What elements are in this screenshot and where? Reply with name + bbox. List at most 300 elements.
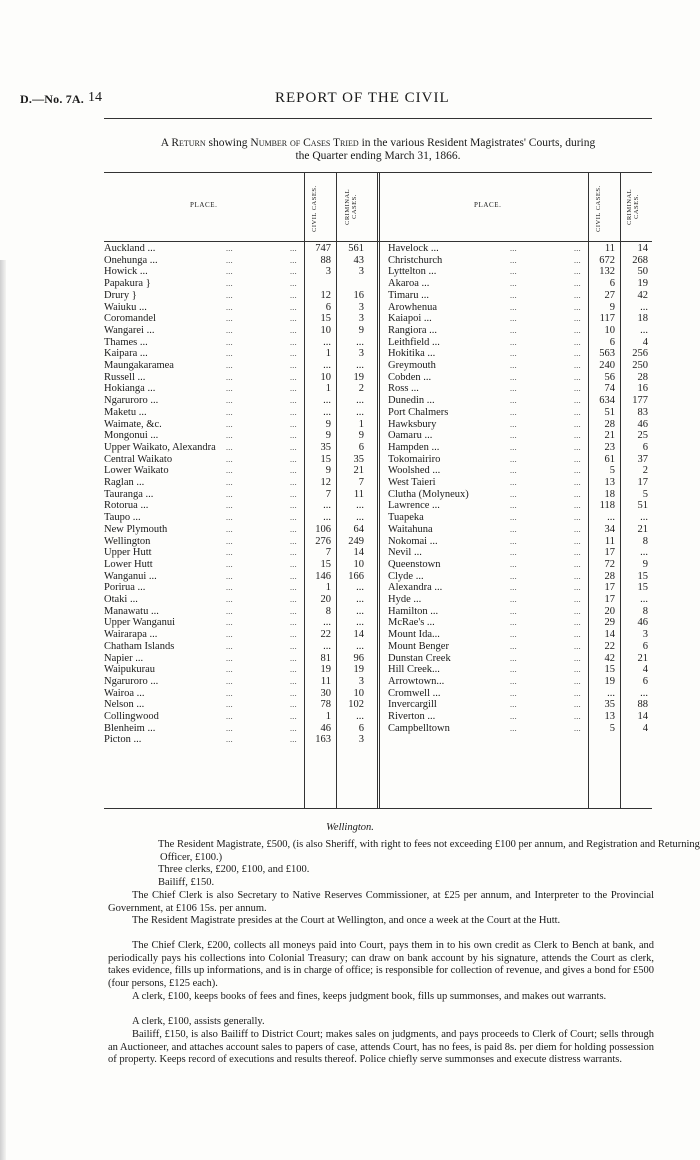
place-name: Upper Waikato, Alexandra [104,441,216,453]
leader-dots: ... [290,349,297,359]
criminal-cases-cell: 2 [642,465,648,477]
civil-cases-cell: 1 [325,383,331,395]
leader-dots: ... [574,630,581,640]
criminal-cases-cell: 19 [353,371,364,383]
place-name: Havelock ... [388,243,439,254]
civil-cases-cell: 35 [320,441,331,453]
place-name: Tauranga ... [104,488,154,500]
header-rule [104,118,652,119]
leader-dots: ... [574,676,581,686]
leader-dots: ... [574,688,581,698]
civil-cases-cell: 74 [604,383,615,395]
leader-dots: ... [510,454,517,464]
table-row [104,489,368,501]
criminal-cases-cell: ... [640,687,648,699]
criminal-cases-cell: ... [356,395,364,407]
civil-cases-cell: 78 [320,699,331,711]
criminal-cases-cell: ... [356,336,364,348]
criminal-cases-cell: ... [356,500,364,512]
leader-dots: ... [226,244,233,253]
civil-cases-cell: ... [607,687,615,699]
civil-cases-cell: 6 [325,301,331,313]
leader-dots: ... [574,279,581,289]
header-civil-right: CIVIL CASES. [595,185,602,232]
leader-dots: ... [226,478,233,487]
header-civil-left: CIVIL CASES. [311,185,318,232]
leader-dots: ... [510,325,517,335]
table-row [388,290,652,302]
leader-dots: ... [290,325,297,335]
place-name: Oamaru ... [388,430,433,442]
table-row [104,512,368,524]
leader-dots: ... [226,372,233,382]
leader-dots: ... [226,606,233,616]
criminal-cases-cell: 25 [637,430,648,442]
leader-dots: ... [290,501,297,511]
civil-cases-cell: 5 [609,722,615,734]
civil-cases-cell: ... [323,360,331,371]
criminal-cases-cell: 15 [637,582,648,594]
civil-cases-cell: 46 [320,722,331,734]
leader-dots: ... [510,396,517,406]
criminal-cases-cell: 21 [353,465,364,477]
leader-dots: ... [574,442,581,452]
table-row [388,255,652,267]
civil-cases-cell: 106 [315,523,331,535]
place-name: Raglan ... [104,477,145,488]
place-name: Akaroa ... [388,278,430,290]
leader-dots: ... [226,700,233,710]
place-name: Wanganui ... [104,570,157,582]
leader-dots: ... [510,442,517,452]
table-row [388,419,652,431]
criminal-cases-cell: ... [356,617,364,629]
leader-dots: ... [510,688,517,698]
civil-cases-cell: 1 [325,711,331,722]
civil-cases-cell: 19 [320,664,331,676]
leader-dots: ... [290,372,297,382]
place-name: Cobden ... [388,371,432,383]
table-row [104,653,368,665]
table-row [388,688,652,700]
leader-dots: ... [574,396,581,406]
leader-dots: ... [290,419,297,429]
table-row [388,407,652,419]
leader-dots: ... [574,489,581,499]
criminal-cases-cell: 249 [348,535,364,547]
civil-cases-cell: ... [323,336,331,348]
leader-dots: ... [510,384,517,394]
criminal-cases-cell: 3 [358,313,364,325]
table-row [104,419,368,431]
table-row [388,454,652,466]
leader-dots: ... [226,279,233,289]
leader-dots: ... [574,407,581,417]
criminal-cases-cell: 256 [632,348,648,360]
leader-dots: ... [510,361,517,370]
place-name: Papakura } [104,278,151,290]
place-name: Waipukurau [104,664,156,676]
scan-edge-shadow [0,260,6,1160]
civil-cases-cell: 9 [325,465,331,477]
leader-dots: ... [510,712,517,721]
place-name: Upper Wanganui [104,617,175,629]
leader-dots: ... [510,349,517,359]
return-title [104,137,652,163]
table-row [388,559,652,571]
leader-dots: ... [226,630,233,640]
leader-dots: ... [574,267,581,277]
place-name: Central Waikato [104,453,173,465]
leader-dots: ... [226,712,233,721]
leader-dots: ... [510,723,517,733]
leader-dots: ... [510,314,517,324]
criminal-cases-cell: 4 [642,336,648,348]
civil-cases-cell: 1 [325,348,331,360]
leader-dots: ... [290,641,297,651]
civil-cases-cell: 17 [604,594,615,605]
table-row [104,711,368,723]
leader-dots: ... [226,501,233,511]
civil-cases-cell: 3 [325,266,331,278]
leader-dots: ... [574,665,581,675]
place-name: Chatham Islands [104,640,175,652]
civil-cases-cell: 10 [320,371,331,383]
place-name: Howick ... [104,266,148,278]
civil-cases-cell: 12 [320,289,331,301]
leader-dots: ... [510,431,517,441]
criminal-cases-cell: 8 [642,605,648,617]
leader-dots: ... [574,466,581,476]
paragraph-bailiff: Bailiff, £150. [158,877,215,888]
table-row [104,395,368,407]
paragraph-clerks: Three clerks, £200, £100, and £100. [158,864,310,875]
leader-dots: ... [574,559,581,569]
place-name: Rangiora ... [388,324,437,336]
criminal-cases-cell: ... [356,605,364,617]
civil-cases-cell: 9 [325,430,331,442]
table-row [388,313,652,325]
leader-dots: ... [574,536,581,546]
civil-cases-cell: 72 [604,558,615,570]
place-name: Ross ... [388,383,419,395]
table-row [104,255,368,267]
criminal-cases-cell: 14 [637,243,648,254]
leader-dots: ... [226,595,233,604]
leader-dots: ... [226,641,233,651]
header-place-right: PLACE. [474,201,502,209]
criminal-cases-cell: 14 [353,629,364,641]
criminal-cases-cell: 166 [348,570,364,582]
leader-dots: ... [290,712,297,721]
leader-dots: ... [226,548,233,558]
civil-cases-cell: 61 [604,453,615,465]
leader-dots: ... [510,419,517,429]
civil-cases-cell: 19 [604,675,615,687]
table-row [388,278,652,290]
leader-dots: ... [226,688,233,698]
civil-cases-cell: 34 [604,523,615,535]
criminal-cases-cell: ... [640,301,648,313]
place-name: New Plymouth [104,523,168,535]
leader-dots: ... [290,618,297,628]
leader-dots: ... [290,466,297,476]
leader-dots: ... [510,653,517,663]
table-row [104,465,368,477]
leader-dots: ... [226,618,233,628]
place-name: McRae's ... [388,617,435,629]
leader-dots: ... [574,314,581,324]
return-title-return: Return [171,137,206,149]
leader-dots: ... [574,653,581,663]
place-name: Maketu ... [104,406,147,418]
leader-dots: ... [290,337,297,347]
criminal-cases-cell: 6 [358,722,364,734]
civil-cases-cell: 9 [325,418,331,430]
place-name: Arrowtown... [388,675,445,687]
paragraph-bailiff-duties: Bailiff, £150, is also Bailiff to District Court; makes sales on judgments, and pays proceeds to Clerk of Court; sells through an Auctioneer, and attaches account sales to papers of case, attends Court, has no fees, is paid 8s. per diem for holding possession of property. Keeps record of executions and results thereof. Police chiefly serve summonses and execute distress warrants. [108,1029,654,1066]
leader-dots: ... [574,501,581,511]
table-row [388,383,652,395]
civil-cases-cell: ... [323,406,331,418]
leader-dots: ... [574,325,581,335]
criminal-cases-cell: 10 [353,687,364,699]
civil-cases-cell: ... [323,617,331,629]
criminal-cases-cell: ... [640,324,648,336]
leader-dots: ... [226,653,233,663]
table-row [104,536,368,548]
civil-cases-cell: 12 [320,477,331,488]
place-name: Campbelltown [388,722,450,734]
civil-cases-cell: 132 [599,266,615,278]
civil-cases-cell: 672 [599,254,615,266]
criminal-cases-cell: 10 [353,558,364,570]
civil-cases-cell: 22 [604,640,615,652]
criminal-cases-cell: 14 [637,711,648,722]
place-name: Dunedin ... [388,395,435,407]
return-title-cases-tried: Cases Tried [303,137,359,149]
table-row [388,465,652,477]
leader-dots: ... [510,466,517,476]
civil-cases-cell: 22 [320,629,331,641]
table-row [388,594,652,606]
leader-dots: ... [510,571,517,581]
table-row [388,536,652,548]
table-row [388,641,652,653]
table-row [388,582,652,594]
table-row [388,653,652,665]
leader-dots: ... [290,244,297,253]
leader-dots: ... [510,478,517,487]
paragraph-clerk-books: A clerk, £100, keeps books of fees and fines, keeps judgment book, fills up summonses, and makes out warrants. [132,991,607,1002]
table-row [104,617,368,629]
leader-dots: ... [290,290,297,300]
place-name: Wangarei ... [104,324,155,336]
leader-dots: ... [574,641,581,651]
criminal-cases-cell: 14 [353,547,364,559]
table-row [104,688,368,700]
criminal-cases-cell: 561 [348,243,364,254]
civil-cases-cell: ... [607,512,615,524]
leader-dots: ... [510,302,517,312]
place-name: Manawatu ... [104,605,159,617]
civil-cases-cell: 163 [315,734,331,746]
leader-dots: ... [574,372,581,382]
leader-dots: ... [510,501,517,511]
civil-cases-cell: 747 [315,243,331,254]
civil-cases-cell: 117 [599,313,615,325]
running-title: REPORT OF THE CIVIL [275,90,450,106]
criminal-cases-cell: 37 [637,453,648,465]
civil-cases-cell: 11 [604,243,615,254]
table-row [388,348,652,360]
table-row [388,699,652,711]
leader-dots: ... [574,431,581,441]
place-name: Tuapeka [388,512,424,524]
table-row [104,594,368,606]
leader-dots: ... [226,314,233,324]
leader-dots: ... [510,583,517,593]
criminal-cases-cell: 35 [353,453,364,465]
civil-cases-cell: 28 [604,418,615,430]
place-name: Wellington [104,535,151,547]
civil-cases-cell: 9 [609,301,615,313]
criminal-cases-cell: 6 [642,441,648,453]
leader-dots: ... [226,267,233,277]
leader-dots: ... [574,454,581,464]
header-place-left: PLACE. [190,201,218,209]
place-name: Nokomai ... [388,535,438,547]
table-row [104,442,368,454]
place-name: Coromandel [104,313,156,325]
place-name: Blenheim ... [104,722,156,734]
civil-cases-cell: 30 [320,687,331,699]
criminal-cases-cell: 3 [358,734,364,746]
place-name: Nelson ... [104,699,145,711]
civil-cases-cell: 81 [320,652,331,664]
table-row [104,723,368,735]
page-number: 14 [88,90,102,105]
criminal-cases-cell: 42 [637,289,648,301]
leader-dots: ... [290,478,297,487]
leader-dots: ... [510,372,517,382]
table-row [388,606,652,618]
return-title-showing: showing [208,137,248,149]
table-row [104,407,368,419]
paragraph-chief-clerk-secretary: The Chief Clerk is also Secretary to Native Reserves Commissioner, at £25 per annum, and Interpreter to the Provincial Government, at £106 15s. per annum. [108,890,654,914]
place-name: Waitahuna [388,523,433,535]
civil-cases-cell: 8 [325,605,331,617]
civil-cases-cell: 11 [604,535,615,547]
place-name: Arowhenua [388,301,437,313]
header-criminal-right: CRIMINAL CASES. [626,188,640,226]
table-row [104,606,368,618]
leader-dots: ... [574,513,581,523]
leader-dots: ... [290,302,297,312]
leader-dots: ... [574,361,581,370]
civil-cases-cell: 240 [599,360,615,371]
leader-dots: ... [226,302,233,312]
leader-dots: ... [290,688,297,698]
page-header [20,90,660,110]
leader-dots: ... [290,653,297,663]
leader-dots: ... [510,489,517,499]
paragraph-chief-clerk-duties: The Chief Clerk, £200, collects all moneys paid into Court, pays them in to his own credit as Clerk to Bench at bank, and periodically pays his collections into Colonial Treasury; can draw on bank account by his signature, attends the Court as clerk, takes evidence, fills up informations, and is in charge of office; is responsible for collection of revenue, and gives a bond for £500 (four persons, £125 each). [108,940,654,989]
paragraph-magistrate: The Resident Magistrate, £500, (is also Sheriff, with right to fees not exceeding £100 per annum, and Registration and Returning Officer, £100.) [158,839,700,863]
table-row [104,383,368,395]
place-name: Lyttelton ... [388,266,437,278]
leader-dots: ... [290,548,297,558]
place-name: Onehunga ... [104,254,158,266]
civil-cases-cell: 18 [604,488,615,500]
criminal-cases-cell: 9 [642,558,648,570]
criminal-cases-cell: ... [640,547,648,559]
table-row [104,243,368,255]
leader-dots: ... [226,349,233,359]
table-row [388,617,652,629]
leader-dots: ... [226,384,233,394]
criminal-cases-cell: ... [356,640,364,652]
leader-dots: ... [290,489,297,499]
place-name: Woolshed ... [388,465,441,477]
table-row [104,559,368,571]
leader-dots: ... [226,583,233,593]
place-name: Tokomairiro [388,453,441,465]
table-row [104,278,368,290]
table-row [104,524,368,536]
leader-dots: ... [574,244,581,253]
table-row [388,442,652,454]
leader-dots: ... [510,595,517,604]
leader-dots: ... [574,606,581,616]
criminal-cases-cell: 3 [358,301,364,313]
leader-dots: ... [510,255,517,265]
place-name: Wairoa ... [104,687,145,699]
leader-dots: ... [574,255,581,265]
leader-dots: ... [510,267,517,277]
table-row [388,360,652,372]
civil-cases-cell: 1 [325,582,331,594]
place-name: Picton ... [104,734,142,746]
table-row [388,664,652,676]
place-name: Greymouth [388,360,436,371]
leader-dots: ... [510,665,517,675]
place-name: Thames ... [104,336,148,348]
section-title: Wellington. [326,822,374,833]
leader-dots: ... [290,279,297,289]
place-name: Cromwell ... [388,687,441,699]
civil-cases-cell: 20 [604,605,615,617]
place-name: Wairarapa ... [104,629,158,641]
leader-dots: ... [290,595,297,604]
leader-dots: ... [574,723,581,733]
place-name: Leithfield ... [388,336,440,348]
leader-dots: ... [290,384,297,394]
leader-dots: ... [510,337,517,347]
leader-dots: ... [226,454,233,464]
criminal-cases-cell: ... [640,512,648,524]
table-body [104,240,652,809]
leader-dots: ... [226,255,233,265]
leader-dots: ... [510,559,517,569]
place-name: Lower Hutt [104,558,153,570]
table-row [388,547,652,559]
leader-dots: ... [226,361,233,370]
leader-dots: ... [226,735,233,745]
table-row [388,395,652,407]
civil-cases-cell: 146 [315,570,331,582]
criminal-cases-cell: ... [356,711,364,722]
